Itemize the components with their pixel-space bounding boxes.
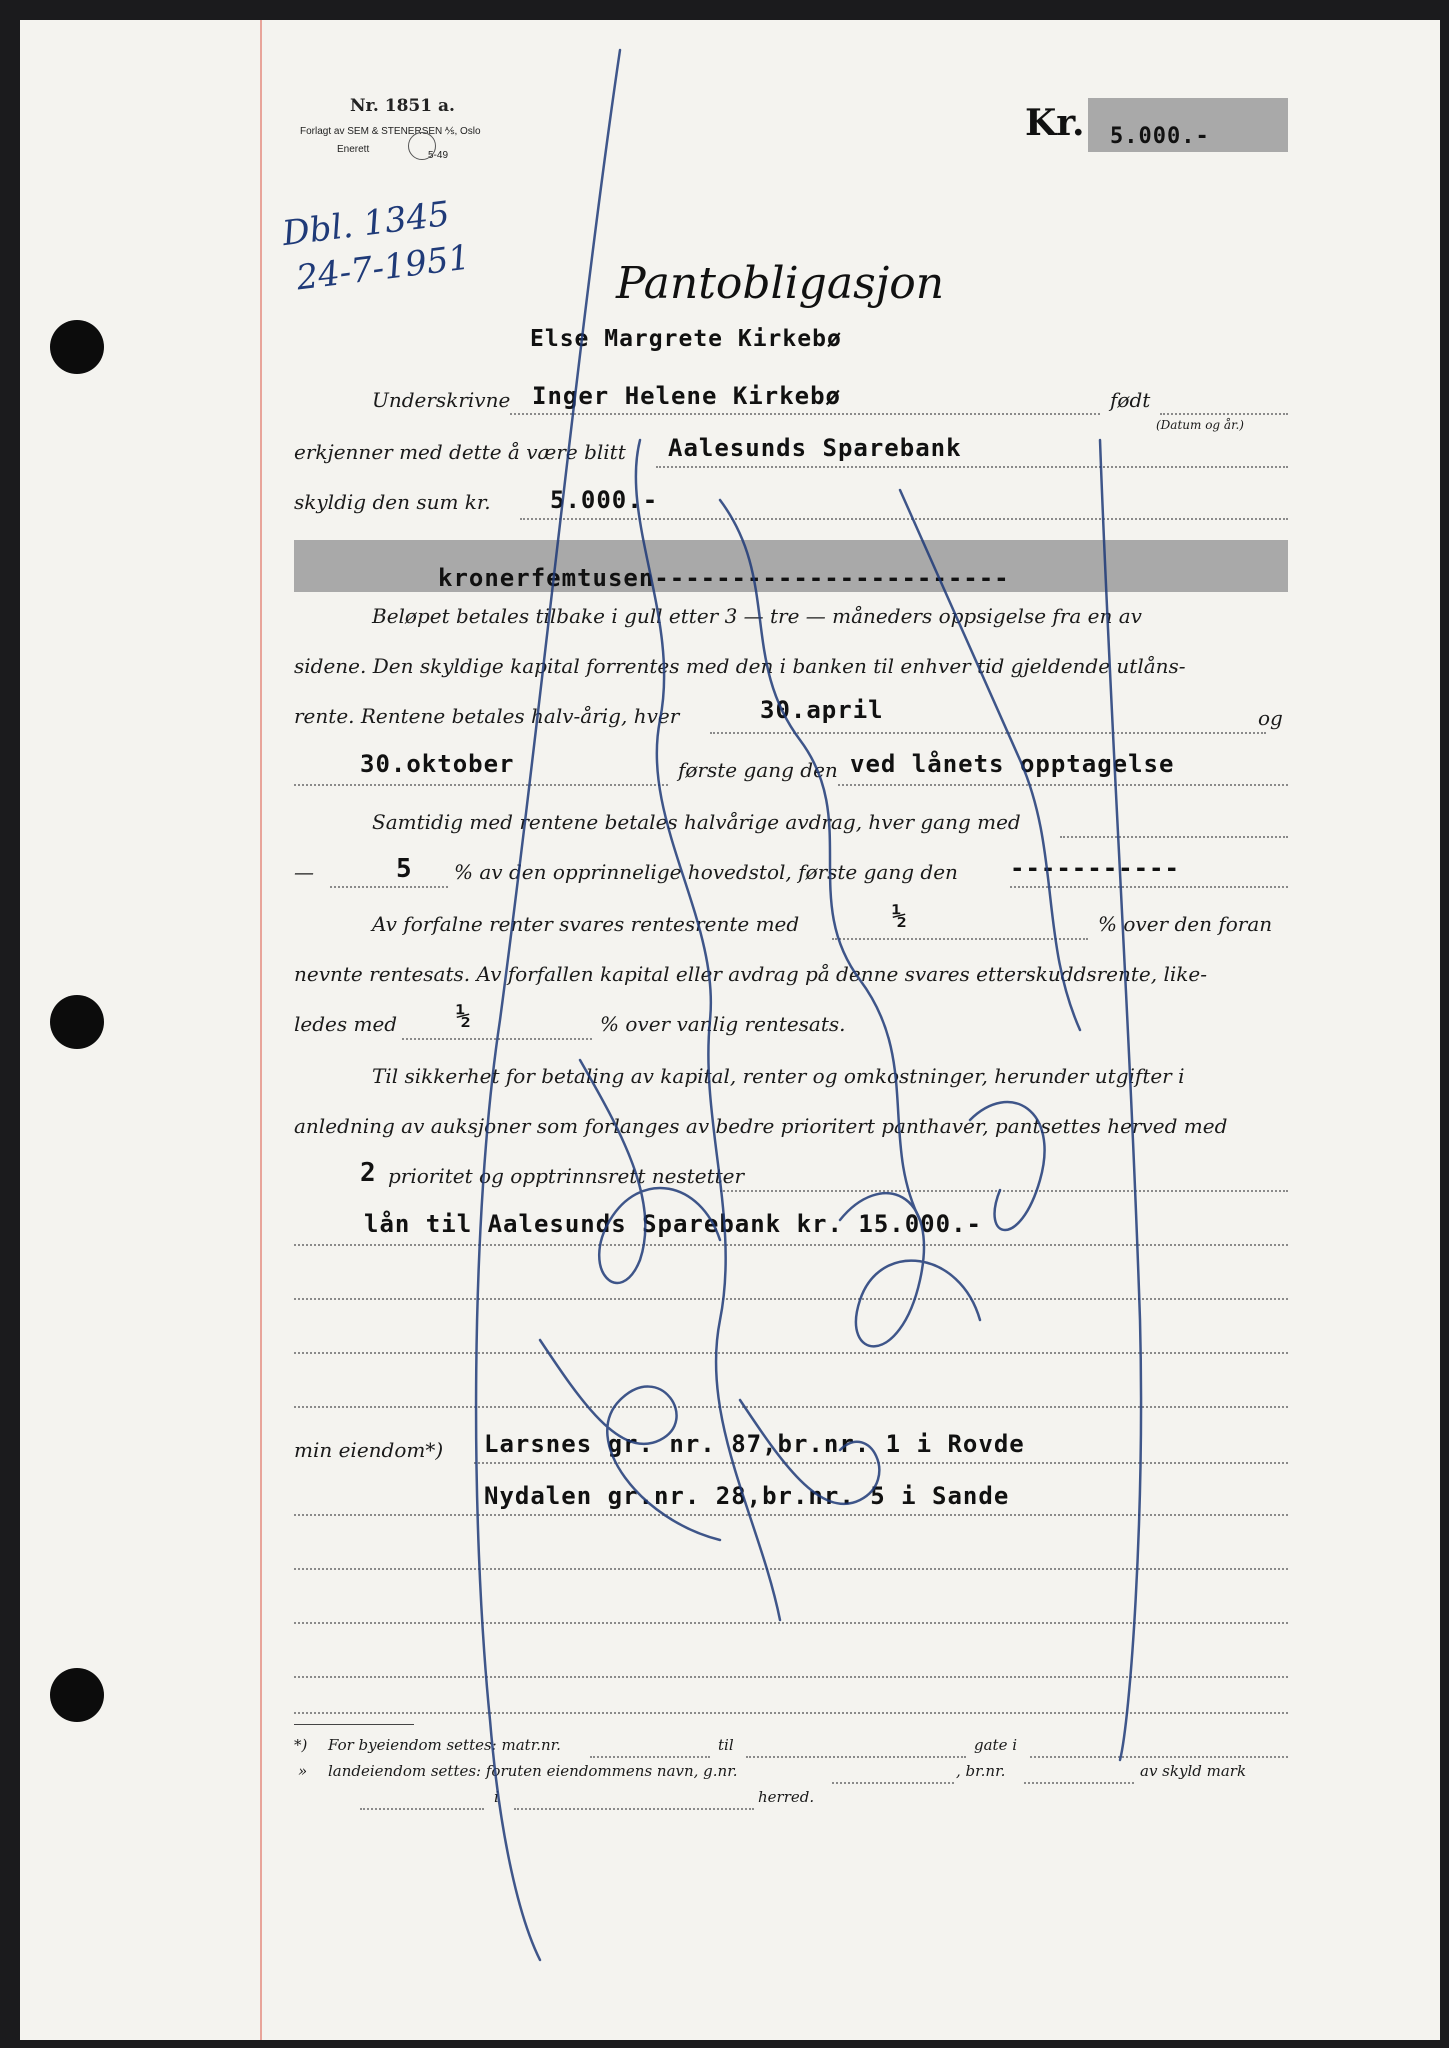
footnote-line-3b: herred. [758, 1788, 815, 1806]
property-line-2: Nydalen gr.nr. 28,br.nr. 5 i Sande [484, 1482, 1010, 1510]
installment-pct: 5 [396, 854, 413, 884]
terms-line-8: nevnte rentesats. Av forfallen kapital eller avdrag på denne svares etterskuddsrente, like- [294, 962, 1207, 986]
signatory-label: Underskrivne [372, 388, 511, 412]
sum-value: 5.000.- [550, 486, 659, 514]
register-number: Dbl. 1345 [280, 193, 452, 255]
form-number: Nr. 1851 a. [350, 96, 455, 116]
creditor-label: erkjenner med dette å være blitt [294, 440, 626, 464]
prior-loan: lån til Aalesunds Sparebank kr. 15.000.- [364, 1210, 982, 1238]
footnote-line-2c: av skyld mark [1140, 1762, 1247, 1780]
document-page [20, 20, 1440, 2040]
priority-text: prioritet og opptrinnsrett nestetter [388, 1164, 745, 1188]
security-line-2: anledning av auksjoner som forlanges av bedre prioritert panthaver, pantsettes herved med [294, 1114, 1228, 1138]
installment-first: ----------- [1010, 854, 1180, 882]
ledes-suffix: % over vanlig rentesats. [600, 1012, 846, 1036]
page-title: Pantobligasjon [616, 258, 945, 309]
overdue-suffix: % over den foran [1098, 912, 1273, 936]
copyright-mark: Enerett [337, 144, 370, 155]
terms-line-1: Beløpet betales tilbake i gull etter 3 — tre — måneders oppsigelse fra en av [372, 604, 1142, 628]
terms-line-5: Samtidig med rentene betales halvårige avdrag, hver gang med [372, 810, 1021, 834]
header-amount: 5.000.- [1110, 124, 1210, 149]
property-label: min eiendom*) [294, 1438, 444, 1462]
register-date: 24-7-1951 [294, 237, 473, 299]
publisher-line: Forlagt av SEM & STENERSEN ⅍, Oslo [300, 126, 481, 137]
terms-line-2: sidene. Den skyldige kapital forrentes med den i banken til enhver tid gjeldende utlåns- [294, 654, 1186, 678]
footnote-line-2a: landeiendom settes: foruten eiendommens navn, g.nr. [328, 1762, 738, 1780]
footnote-line-2b: , br.nr. [956, 1762, 1006, 1780]
first-time-label: første gang den [678, 758, 838, 782]
footnote-line-1b: til [718, 1736, 734, 1754]
priority-number: 2 [360, 1158, 377, 1188]
footnote-line-3a: i [494, 1788, 499, 1806]
signatory-name: Inger Helene Kirkebø [532, 382, 841, 410]
footnote-ditto: » [298, 1762, 308, 1780]
creditor-name: Aalesunds Sparebank [668, 434, 962, 462]
overdue-label: Av forfalne renter svares rentesrente med [372, 912, 800, 936]
terms-line-3-label: rente. Rentene betales halv-årig, hver [294, 704, 680, 728]
cancellation-scribble [20, 20, 1440, 2040]
first-time-value: ved lånets opptagelse [850, 750, 1175, 778]
security-line-1: Til sikkerhet for betaling av kapital, renter og omkostninger, herunder utgifter i [372, 1064, 1185, 1088]
kr-label: Kr. [1025, 102, 1085, 144]
born-hint: (Datum og år.) [1156, 418, 1244, 432]
sum-label: skyldig den sum kr. [294, 490, 491, 514]
debtor-name: Else Margrete Kirkebø [530, 326, 842, 352]
and-label: og [1258, 706, 1283, 730]
interest-date-1: 30.april [760, 696, 884, 724]
ledes-label: ledes med [294, 1012, 398, 1036]
footnote-marker: *) [294, 1736, 308, 1754]
amount-in-words: kronerfemtusen----------------------- [438, 564, 1010, 592]
ledes-rate: ½ [456, 1002, 472, 1030]
footnote-line-1c: gate i [974, 1736, 1018, 1754]
edition-code: 5-49 [428, 150, 449, 161]
installment-dash: — [294, 860, 314, 884]
property-line-1: Larsnes gr. nr. 87,br.nr. 1 i Rovde [484, 1430, 1025, 1458]
installment-text: % av den opprinnelige hovedstol, første gang den [454, 860, 958, 884]
overdue-rate: ½ [892, 902, 908, 930]
footnote-line-1a: For byeiendom settes: matr.nr. [328, 1736, 561, 1754]
interest-date-2: 30.oktober [360, 750, 515, 778]
born-label: født [1110, 388, 1151, 412]
